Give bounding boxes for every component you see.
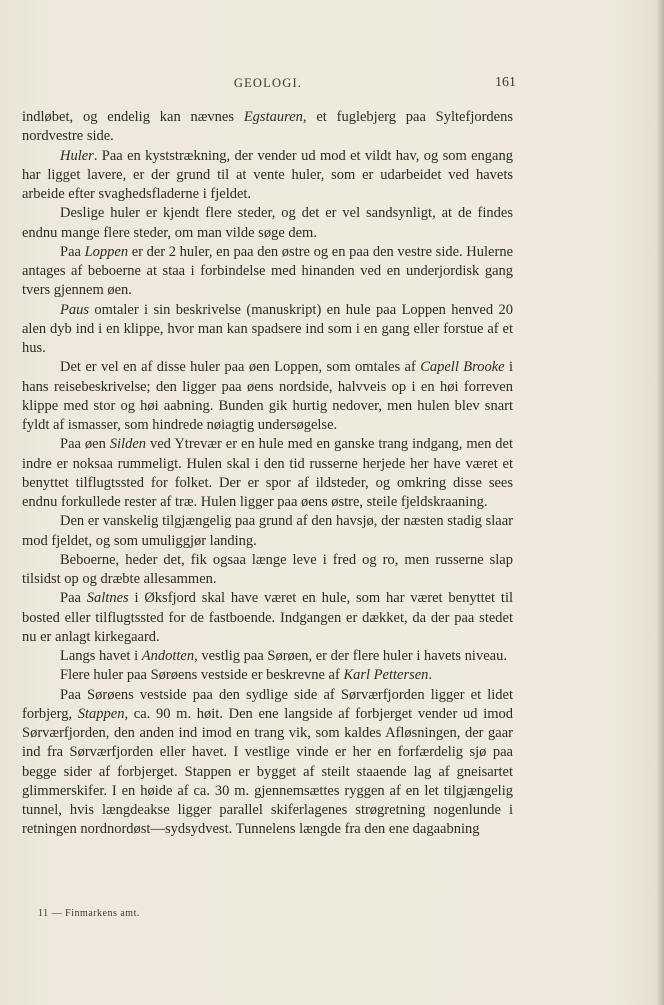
- text-run: Deslige huler er kjendt flere steder, og det er vel sandsynligt, at de findes endnu mange flere steder, om man vilde søge dem.: [22, 205, 513, 241]
- footer-signature: 11 — Finmarkens amt.: [38, 908, 140, 919]
- page-header: [20, 76, 516, 96]
- paragraph: [22, 551, 513, 590]
- italic-name: Huler: [60, 147, 94, 164]
- paragraph: [22, 358, 513, 435]
- italic-name: Saltnes: [86, 590, 129, 607]
- paragraph: [22, 108, 513, 147]
- text-run: indløbet, og endelig kan nævnes: [22, 109, 244, 125]
- paragraph: [22, 647, 513, 666]
- text-run: Flere huler paa Sørøens vestside er beskrevne af: [60, 667, 344, 684]
- italic-name: Loppen: [84, 243, 129, 260]
- page-edge-shadow: [656, 0, 664, 1005]
- paragraph: [22, 666, 513, 685]
- text-run: Paa: [60, 590, 87, 607]
- text-run: ved Ytrevær er en hule med en ganske trang indgang, men det indre er noksaa rummeligt. Hulen skal i den tid russerne herjede her have været et benyttet tilflugtssted for folket. Der er spor af ildsteder, og omkring disse sees endnu forkullede rester af træ. Hulen ligger paa øens østre, steile fjeldskraaning.: [22, 436, 513, 510]
- paragraph: [22, 147, 513, 205]
- body-text: [22, 108, 513, 840]
- italic-name: Karl Pettersen: [343, 667, 429, 684]
- paragraph: [22, 243, 513, 301]
- paragraph: [22, 589, 513, 647]
- text-run: i hans reisebeskrivelse; den ligger paa øens nordside, halvveis op i en høi forreven klippe med stor og høi aabning. Bunden gik hurtig nedover, men hulen blev snart fyldt af ismasser, som hindrede nøiagtig undersøgelse.: [22, 359, 514, 433]
- text-run: Beboerne, heder det, fik ogsaa længe leve i fred og ro, men russerne slap tilsidst op og dræbte allesammen.: [22, 551, 513, 587]
- text-run: , ca. 90 m. høit. Den ene langside af forbjerget vender ud imod Sørværfjorden, den anden ind imod en trang vik, som kaldes Afløsningen, der gaar ind fra Sørværfjorden eller havet. I vestlige vinde er her en forfærdelig sjø paa begge sider af forbjerget. Stappen er bygget af steilt staaende lag af gneisartet glimmerskifer. I en høide af ca. 30 m. gjennemsættes ryggen af en let tilgjængelig tunnel, hvis længdeakse ligger parallel skiferlagenes strøgretning nogenlunde i retningen nordnordøst—sydsydvest. Tunnelens længde fra den ene dagaabning: [22, 705, 513, 838]
- page-number: 161: [495, 75, 516, 90]
- italic-name: Silden: [109, 436, 147, 453]
- italic-name: Andotten: [141, 648, 195, 664]
- text-run: . Paa en kyststrækning, der vender ud mod et vildt hav, og som engang har ligget lavere, er der grund til at vente huler, som er udarbeidet ved havets arbeide efter svaghedsfladerne i fjeldet.: [22, 147, 513, 202]
- text-run: Paa øen: [60, 436, 110, 453]
- text-run: , vestlig paa Sørøen, er der flere huler i havets niveau.: [194, 648, 507, 664]
- text-run: , et fuglebjerg paa Syltefjordens nordvestre side.: [22, 109, 514, 145]
- italic-name: Stappen: [77, 705, 125, 722]
- text-run: Den er vanskelig tilgjængelig paa grund af den havsjø, der næsten stadig slaar mod fjeldet, og som umuliggjør landing.: [22, 513, 513, 549]
- text-run: Paa Sørøens vestside paa den sydlige side af Sørværfjorden ligger et lidet forbjerg,: [22, 686, 513, 722]
- italic-name: Paus: [60, 301, 89, 318]
- text-run: Paa: [60, 243, 85, 260]
- italic-name: Egstauren: [243, 109, 303, 125]
- paragraph: [22, 204, 513, 243]
- paragraph: [22, 301, 513, 359]
- text-run: Det er vel en af disse huler paa øen Loppen, som omtales af: [60, 359, 421, 376]
- paragraph: [22, 512, 513, 551]
- paragraph: [22, 435, 513, 512]
- italic-name: Capell Brooke: [420, 359, 505, 376]
- paragraph: [22, 686, 513, 840]
- text-run: omtaler i sin beskrivelse (manuskript) en hule paa Loppen henved 20 alen dyb ind i en klippe, hvor man kan spadsere ind som i en gang eller forstue af et hus.: [22, 301, 513, 356]
- text-run: Langs havet i: [60, 648, 142, 664]
- running-head: GEOLOGI.: [233, 76, 303, 90]
- text-run: .: [428, 667, 433, 684]
- text-run: i Øksfjord skal have været en hule, som har været benyttet til bosted eller tilflugtssted for de fastboende. Indgangen er dækket, da der paa stedet nu er anlagt kirkegaard.: [22, 590, 513, 645]
- text-run: er der 2 huler, en paa den østre og en paa den vestre side. Hulerne antages af beboerne at staa i forbindelse med hinanden ved en underjordisk gang tvers gjennem øen.: [22, 243, 514, 299]
